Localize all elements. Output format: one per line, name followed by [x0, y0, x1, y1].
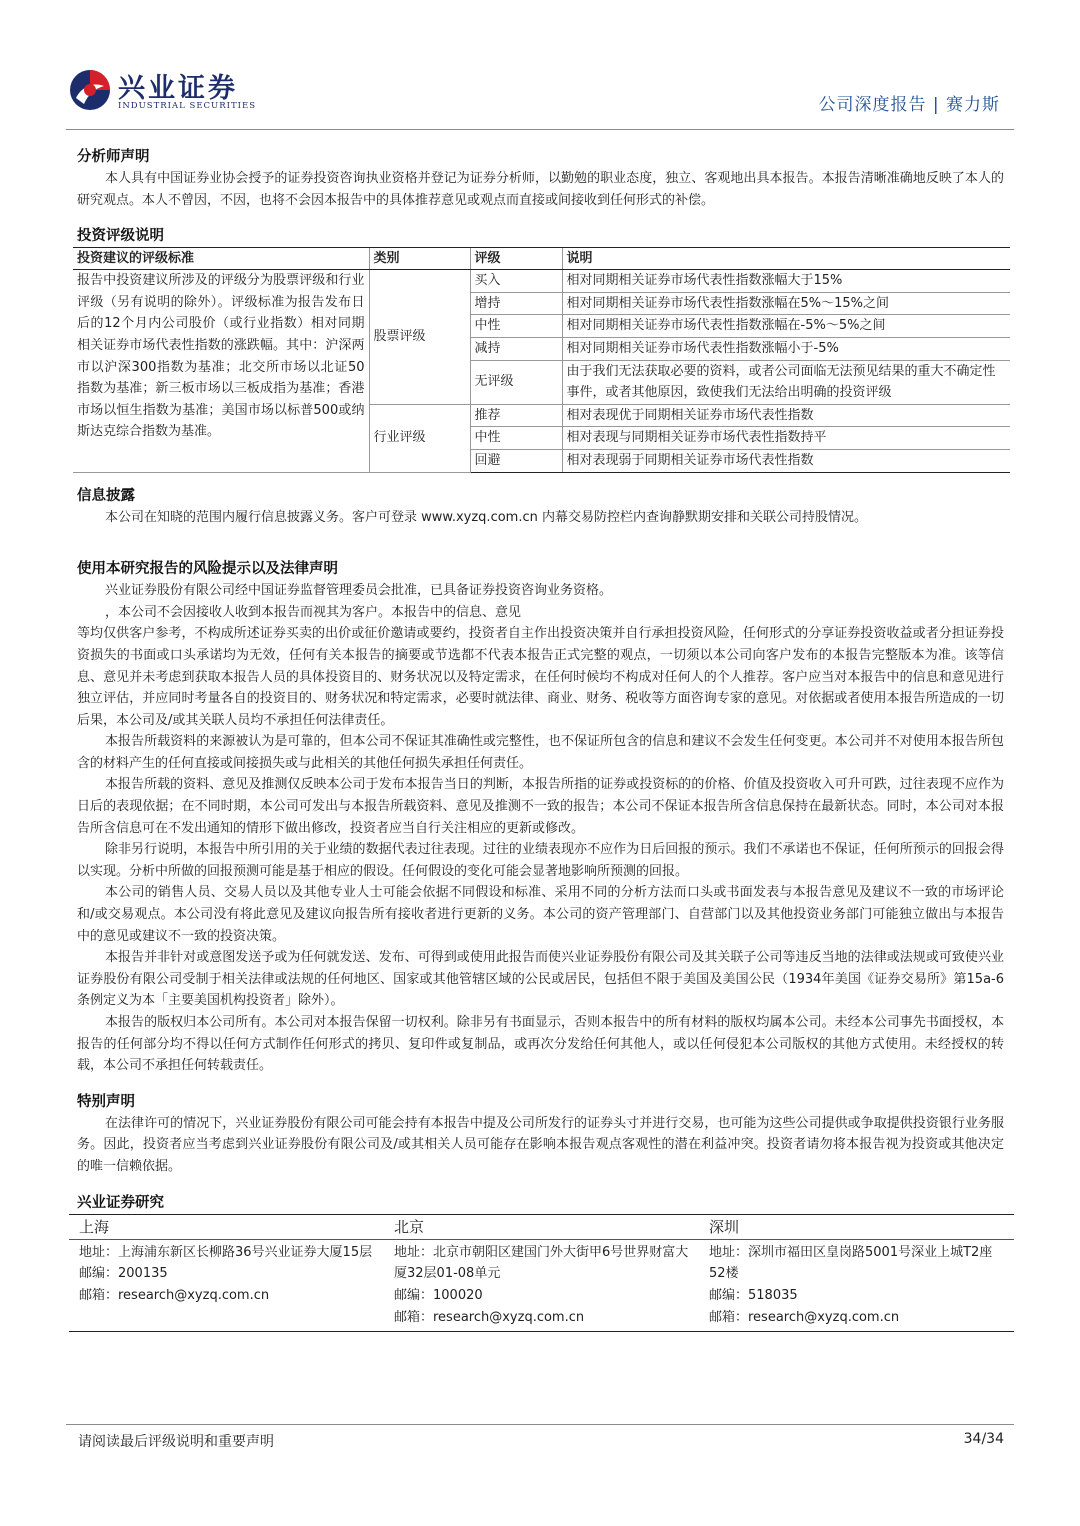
rating-grade: 买入: [470, 270, 562, 293]
office-postcode: 邮编：100020: [394, 1288, 483, 1304]
legal-paragraph: 本报告的版权归本公司所有。本公司对本报告保留一切权利。除非另有书面显示，否则本报告中的所有材料的版权均属本公司。未经本公司事先书面授权，本报告的任何部分均不得以任何方式制作任何形式的拷贝、复印件或复制品，或再次分发给任何其他人，或以任何侵犯本公司版权的其他方式使用。未经授权的转载，本公司不承担任何转载责任。: [77, 1015, 1004, 1074]
rating-desc: 相对表现优于同期相关证券市场代表性指数: [562, 404, 1010, 427]
footer-notice: 请阅读最后评级说明和重要声明: [78, 1434, 274, 1450]
legal-paragraph: 除非另行说明，本报告中所引用的关于业绩的数据代表过往表现。过往的业绩表现亦不应作为日后回报的预示。我们不承诺也不保证，任何所预示的回报会得以实现。分析中所做的回报预测可能是基于相应的假设。任何假设的变化可能会显著地影响所预测的回报。: [77, 842, 1004, 879]
office-city: 上海: [69, 1214, 384, 1239]
office-info-shenzhen: [699, 1239, 1014, 1331]
office-email[interactable]: 邮箱：research@xyzq.com.cn: [394, 1309, 585, 1325]
rating-col-desc: 说明: [562, 248, 1010, 270]
special-statement-text: 在法律许可的情况下，兴业证券股份有限公司可能会持有本报告中提及公司所发行的证券头寸并进行交易，也可能为这些公司提供或争取提供投资银行业务服务。因此，投资者应当考虑到兴业证券股份有限公司及/或其相关人员可能存在影响本报告观点客观性的潜在利益冲突。投资者请勿将本报告视为投资或其他决定的唯一信赖依据。: [77, 1115, 1004, 1174]
legal-paragraph: ，本公司不会因接收人收到本报告而视其为客户。本报告中的信息、意见: [105, 604, 522, 620]
office-email[interactable]: 邮箱：research@xyzq.com.cn: [709, 1309, 900, 1325]
office-info-beijing: [384, 1239, 699, 1331]
office-city: 北京: [384, 1214, 699, 1239]
rating-desc: 相对同期相关证券市场代表性指数涨幅在5%～15%之间: [562, 292, 1010, 315]
rating-col-grade: 评级: [470, 248, 562, 270]
rating-heading: 投资评级说明: [77, 228, 164, 245]
legal-paragraph: 本报告所载资料的来源被认为是可靠的，但本公司不保证其准确性或完整性，也不保证所包含的信息和建议不会发生任何变更。本公司并不对使用本报告所包含的材料产生的任何直接或间接损失或与此相关的其他任何损失承担任何责任。: [77, 734, 1004, 771]
rating-grade: 推荐: [470, 404, 562, 427]
rating-desc: 由于我们无法获取必要的资料，或者公司面临无法预见结果的重大不确定性事件，或者其他原因，致使我们无法给出明确的投资评级: [562, 360, 1010, 404]
logo-chinese-name: 兴业证券: [118, 73, 238, 104]
main-content: [77, 146, 1004, 1332]
report-type-label: 公司深度报告 | 赛力斯: [818, 95, 1000, 115]
rating-grade: 增持: [470, 292, 562, 315]
stock-rating-category: 股票评级: [369, 270, 470, 405]
office-city: 深圳: [699, 1214, 1014, 1239]
page-footer: [66, 1424, 1014, 1464]
office-postcode: 邮编：518035: [709, 1288, 798, 1304]
company-logo: [68, 66, 268, 116]
legal-paragraph: 本公司的销售人员、交易人员以及其他专业人士可能会依据不同假设和标准、采用不同的分析方法而口头或书面发表与本报告意见及建议不一致的市场评论和/或交易观点。本公司没有将此意见及建议向报告所有接收者进行更新的义务。本公司的资产管理部门、自营部门以及其他投资业务部门可能独立做出与本报告中的意见或建议不一致的投资决策。: [77, 885, 1004, 944]
rating-desc: 相对表现弱于同期相关证券市场代表性指数: [562, 449, 1010, 472]
rating-standard-text: 报告中投资建议所涉及的评级分为股票评级和行业评级（另有说明的除外）。评级标准为报告发布日后的12个月内公司股价（或行业指数）相对同期相关证券市场代表性指数的涨跌幅。其中：沪深两市以沪深300指数为基准；北交所市场以北证50指数为基准；新三板市场以三板成指为基准；香港市场以恒生指数为基准；美国市场以标普500或纳斯达克综合指数为基准。: [73, 270, 369, 472]
brand-logo-icon: [68, 68, 112, 112]
analyst-statement-text: 本人具有中国证券业协会授予的证券投资咨询执业资格并登记为证券分析师，以勤勉的职业态度，独立、客观地出具本报告。本报告清晰准确地反映了本人的研究观点。本人不曾因，不因，也将不会因本报告中的具体推荐意见或观点而直接或间接收到任何形式的补偿。: [77, 171, 1004, 208]
disclosure-heading: 信息披露: [77, 487, 135, 504]
rating-col-standard: 投资建议的评级标准: [73, 248, 369, 270]
office-address: 地址：深圳市福田区皇岗路5001号深业上城T2座52楼: [709, 1244, 993, 1282]
office-info-shanghai: [69, 1239, 384, 1331]
office-email[interactable]: 邮箱：research@xyzq.com.cn: [79, 1288, 270, 1304]
office-postcode: 邮编：200135: [79, 1266, 168, 1282]
offices-table: [69, 1214, 1014, 1332]
page-header: [66, 60, 1014, 130]
rating-grade: 中性: [470, 315, 562, 338]
disclosure-text: 本公司在知晓的范围内履行信息披露义务。客户可登录 www.xyzq.com.cn 内幕交易防控栏内查询静默期安排和关联公司持股情况。: [105, 509, 867, 525]
rating-grade: 回避: [470, 449, 562, 472]
rating-desc: 相对表现与同期相关证券市场代表性指数持平: [562, 427, 1010, 450]
industry-rating-category: 行业评级: [369, 404, 470, 472]
office-address: 地址：上海浦东新区长柳路36号兴业证券大厦15层: [79, 1244, 373, 1260]
rating-grade: 中性: [470, 427, 562, 450]
legal-paragraph: 兴业证券股份有限公司经中国证券监督管理委员会批准，已具备证券投资咨询业务资格。: [105, 583, 613, 599]
rating-desc: 相对同期相关证券市场代表性指数涨幅在-5%～5%之间: [562, 315, 1010, 338]
research-heading: 兴业证券研究: [77, 1194, 164, 1211]
rating-grade: 减持: [470, 337, 562, 360]
legal-paragraph: 等均仅供客户参考，不构成所述证券买卖的出价或征价邀请或要约，投资者自主作出投资决策并自行承担投资风险，任何形式的分享证券投资收益或者分担证券投资损失的书面或口头承诺均为无效，任何有关本报告的摘要或节选都不代表本报告正式完整的观点，一切须以本公司向客户发布的本报告完整版本为准。该等信息、意见并未考虑到获取本报告人员的具体投资目的、财务状况以及特定需求，在任何时候均不构成对任何人的个人推荐。客户应当对本报告中的信息和意见进行独立评估，并应同时考量各自的投资目的、财务状况和特定需求，必要时就法律、商业、财务、税收等方面咨询专家的意见。对依据或者使用本报告所造成的一切后果，本公司及/或其关联人员均不承担任何法律责任。: [77, 626, 1004, 728]
logo-english-name: INDUSTRIAL SECURITIES: [118, 101, 257, 111]
rating-desc: 相对同期相关证券市场代表性指数涨幅大于15%: [562, 270, 1010, 293]
legal-heading: 使用本研究报告的风险提示以及法律声明: [77, 561, 338, 578]
legal-paragraph: 本报告并非针对或意图发送予或为任何就发送、发布、可得到或使用此报告而使兴业证券股份有限公司及其关联子公司等违反当地的法律或法规或可致使兴业证券股份有限公司受制于相关法律或法规的任何地区、国家或其他管辖区域的公民或居民，包括但不限于美国及美国公民（1934年美国《证券交易所》第15a-6条例定义为本「主要美国机构投资者」除外）。: [77, 950, 1004, 1009]
rating-grade: 无评级: [470, 360, 562, 404]
rating-table: [73, 247, 1010, 472]
office-address: 地址：北京市朝阳区建国门外大街甲6号世界财富大厦32层01-08单元: [394, 1244, 689, 1282]
analyst-statement-heading: 分析师声明: [77, 149, 150, 165]
rating-desc: 相对同期相关证券市场代表性指数涨幅小于-5%: [562, 337, 1010, 360]
page-number: 34/34: [963, 1431, 1004, 1447]
special-statement-heading: 特别声明: [77, 1093, 135, 1110]
rating-col-category: 类别: [369, 248, 470, 270]
legal-paragraph: 本报告所载的资料、意见及推测仅反映本公司于发布本报告当日的判断，本报告所指的证券或投资标的的价格、价值及投资收入可升可跌，过往表现不应作为日后的表现依据；在不同时期，本公司可发出与本报告所载资料、意见及推测不一致的报告；本公司不保证本报告所含信息保持在最新状态。同时，本公司对本报告所含信息可在不发出通知的情形下做出修改，投资者应当自行关注相应的更新或修改。: [77, 777, 1004, 836]
